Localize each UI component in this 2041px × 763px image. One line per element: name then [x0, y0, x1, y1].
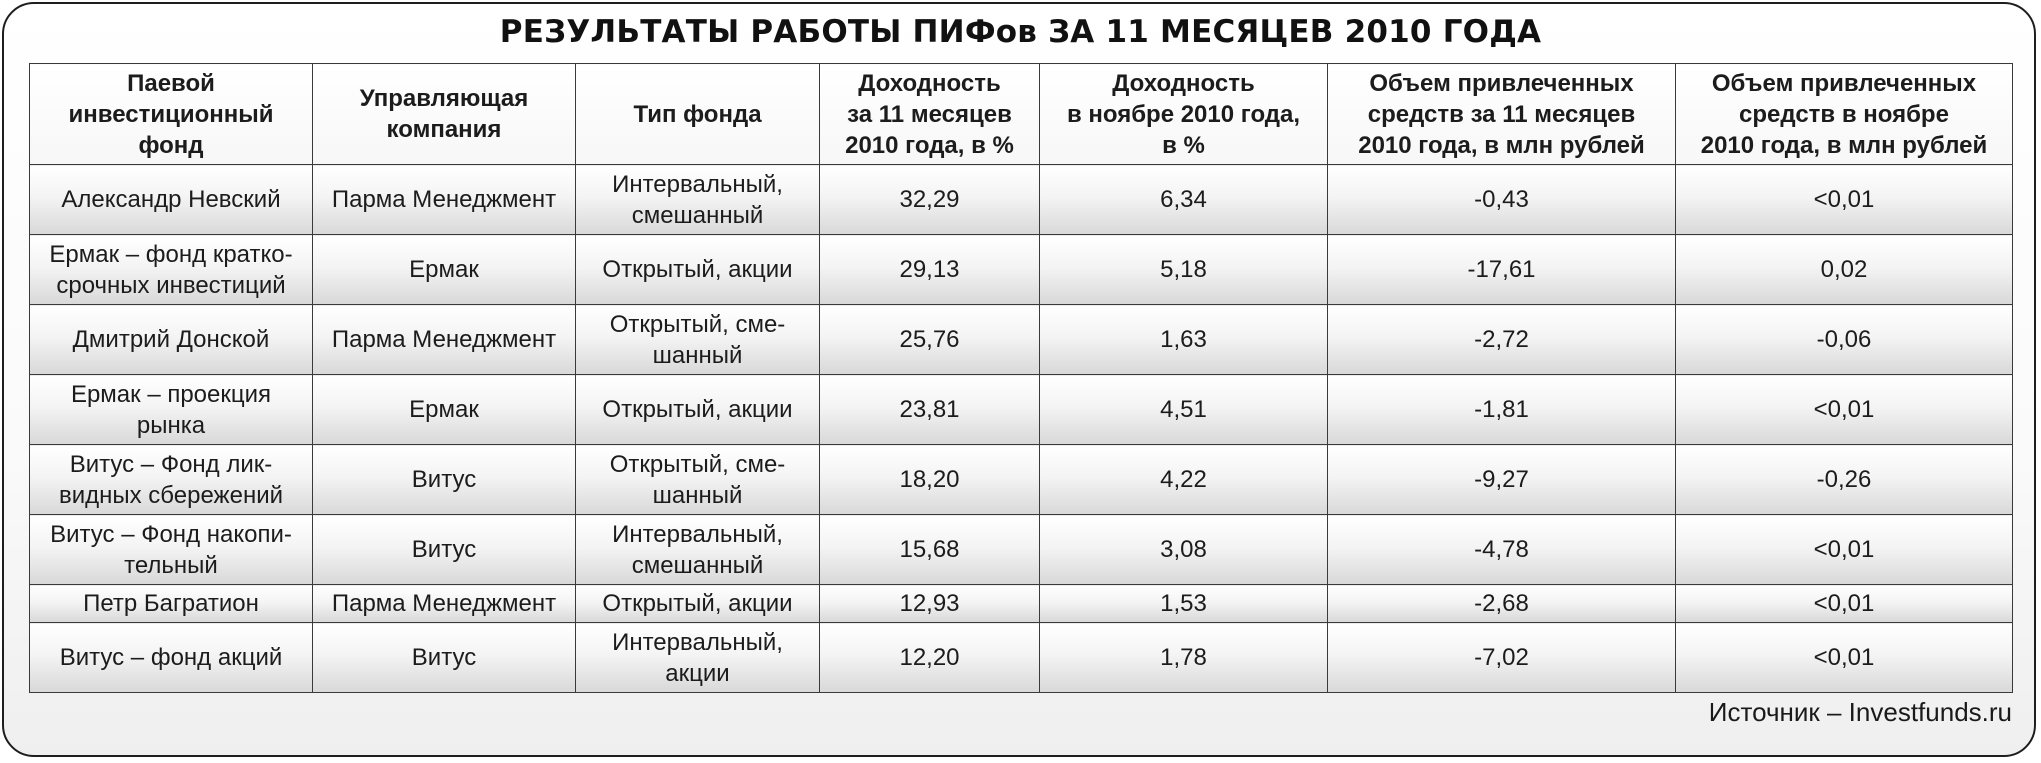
cell-fund-type: Интервальный, смешанный	[576, 515, 820, 585]
cell-company: Ермак	[313, 235, 576, 305]
page-title: РЕЗУЛЬТАТЫ РАБОТЫ ПИФов ЗА 11 МЕСЯЦЕВ 2010 ГОДА	[499, 14, 1542, 50]
table-row	[30, 515, 2013, 585]
header-yield-11-months: Доходность за 11 месяцев 2010 года, в %	[820, 64, 1040, 165]
cell-fund: Витус – фонд акций	[30, 623, 313, 693]
table-header-row	[30, 64, 2013, 165]
cell-inflow-11-months: -0,43	[1328, 165, 1676, 235]
cell-inflow-november: <0,01	[1676, 585, 2013, 623]
cell-yield-november: 1,53	[1040, 585, 1328, 623]
table-row	[30, 165, 2013, 235]
cell-yield-november: 5,18	[1040, 235, 1328, 305]
cell-fund-type: Открытый, сме- шанный	[576, 445, 820, 515]
cell-inflow-11-months: -9,27	[1328, 445, 1676, 515]
cell-yield-november: 1,63	[1040, 305, 1328, 375]
source-note: Источник – Investfunds.ru	[1708, 697, 2012, 727]
cell-fund: Петр Багратион	[30, 585, 313, 623]
cell-yield-11-months: 32,29	[820, 165, 1040, 235]
cell-inflow-november: <0,01	[1676, 165, 2013, 235]
cell-inflow-november: <0,01	[1676, 375, 2013, 445]
table-row	[30, 445, 2013, 515]
cell-yield-november: 4,51	[1040, 375, 1328, 445]
header-fund: Паевой инвестиционный фонд	[30, 64, 313, 165]
cell-company: Парма Менеджмент	[313, 585, 576, 623]
table-row	[30, 305, 2013, 375]
cell-yield-11-months: 15,68	[820, 515, 1040, 585]
cell-fund: Ермак – фонд кратко- срочных инвестиций	[30, 235, 313, 305]
cell-inflow-11-months: -2,72	[1328, 305, 1676, 375]
cell-company: Парма Менеджмент	[313, 165, 576, 235]
table-row	[30, 623, 2013, 693]
table-row	[30, 235, 2013, 305]
cell-fund: Ермак – проекция рынка	[30, 375, 313, 445]
cell-fund: Александр Невский	[30, 165, 313, 235]
header-yield-november: Доходность в ноябре 2010 года, в %	[1040, 64, 1328, 165]
header-fund-type: Тип фонда	[576, 64, 820, 165]
cell-company: Витус	[313, 445, 576, 515]
cell-inflow-november: -0,06	[1676, 305, 2013, 375]
table-row	[30, 375, 2013, 445]
cell-fund-type: Интервальный, акции	[576, 623, 820, 693]
cell-yield-november: 1,78	[1040, 623, 1328, 693]
cell-fund-type: Открытый, акции	[576, 585, 820, 623]
header-inflow-november: Объем привлеченных средств в ноябре 2010 года, в млн рублей	[1676, 64, 2013, 165]
cell-company: Парма Менеджмент	[313, 305, 576, 375]
cell-yield-november: 3,08	[1040, 515, 1328, 585]
cell-inflow-11-months: -17,61	[1328, 235, 1676, 305]
cell-inflow-november: <0,01	[1676, 623, 2013, 693]
cell-yield-11-months: 12,93	[820, 585, 1040, 623]
cell-inflow-11-months: -1,81	[1328, 375, 1676, 445]
table-row	[30, 585, 2013, 623]
header-company: Управляющая компания	[313, 64, 576, 165]
cell-fund: Витус – Фонд лик- видных сбережений	[30, 445, 313, 515]
cell-yield-11-months: 12,20	[820, 623, 1040, 693]
cell-yield-11-months: 29,13	[820, 235, 1040, 305]
cell-fund: Дмитрий Донской	[30, 305, 313, 375]
cell-inflow-11-months: -2,68	[1328, 585, 1676, 623]
cell-fund-type: Открытый, акции	[576, 235, 820, 305]
cell-yield-11-months: 23,81	[820, 375, 1040, 445]
cell-yield-november: 6,34	[1040, 165, 1328, 235]
cell-inflow-november: -0,26	[1676, 445, 2013, 515]
cell-inflow-november: <0,01	[1676, 515, 2013, 585]
cell-inflow-11-months: -4,78	[1328, 515, 1676, 585]
cell-fund-type: Интервальный, смешанный	[576, 165, 820, 235]
cell-company: Витус	[313, 515, 576, 585]
cell-fund: Витус – Фонд накопи- тельный	[30, 515, 313, 585]
cell-yield-november: 4,22	[1040, 445, 1328, 515]
cell-company: Витус	[313, 623, 576, 693]
cell-inflow-november: 0,02	[1676, 235, 2013, 305]
cell-company: Ермак	[313, 375, 576, 445]
cell-fund-type: Открытый, акции	[576, 375, 820, 445]
cell-fund-type: Открытый, сме- шанный	[576, 305, 820, 375]
header-inflow-11-months: Объем привлеченных средств за 11 месяцев 2010 года, в млн рублей	[1328, 64, 1676, 165]
cell-yield-11-months: 25,76	[820, 305, 1040, 375]
cell-inflow-11-months: -7,02	[1328, 623, 1676, 693]
funds-table	[29, 63, 2013, 693]
cell-yield-11-months: 18,20	[820, 445, 1040, 515]
